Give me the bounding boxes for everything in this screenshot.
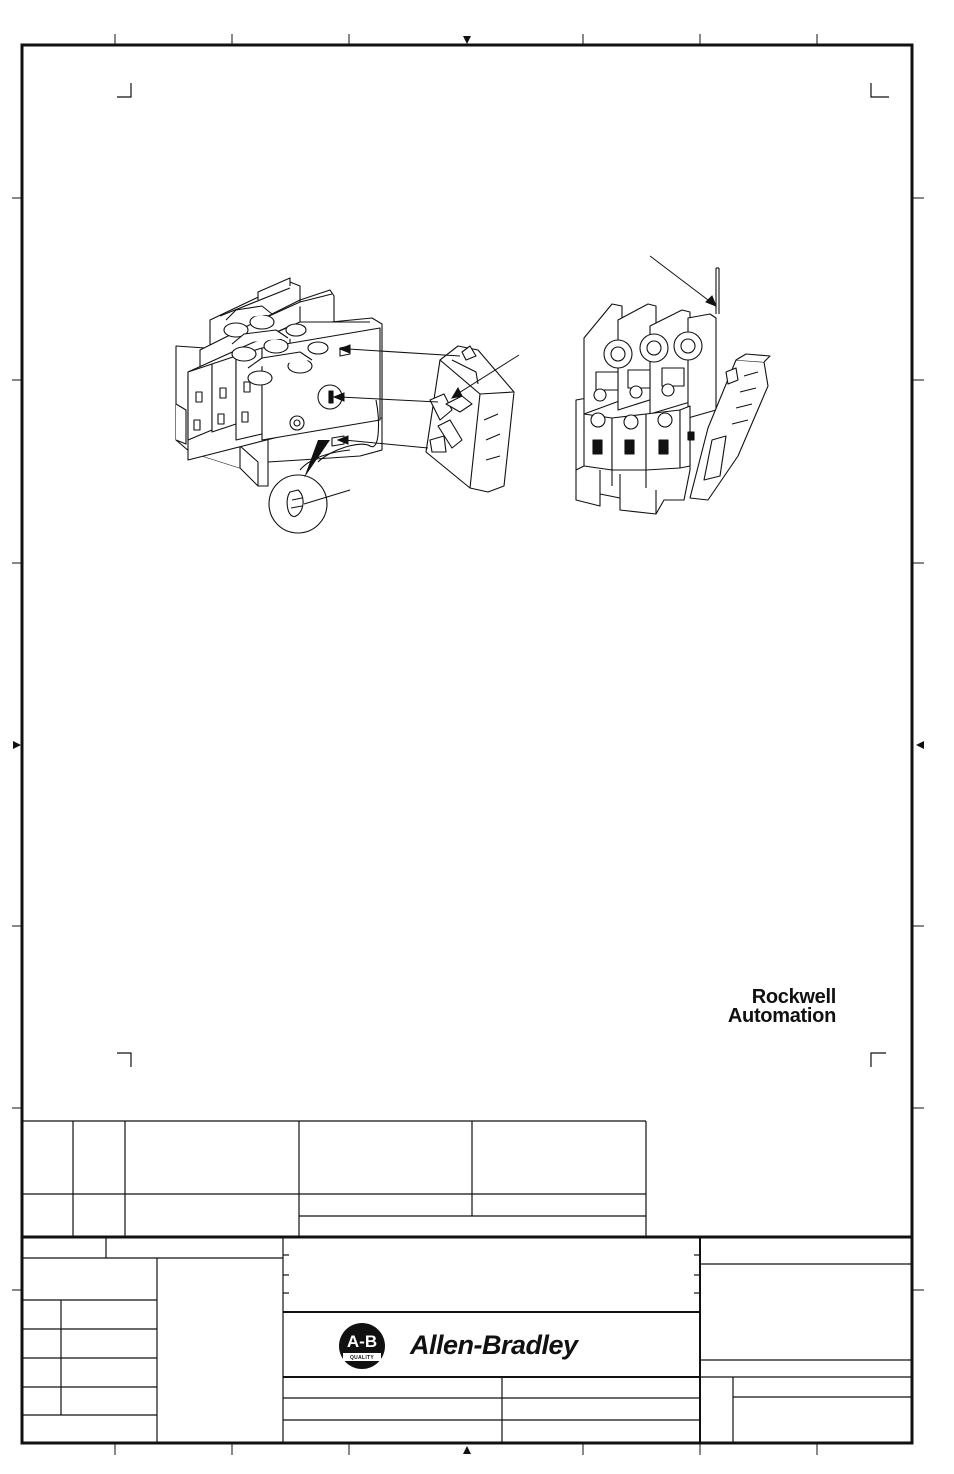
ab-badge-letters: A-B [346, 1332, 378, 1351]
centering-arrows [13, 36, 924, 1454]
right-contactor-drawing [576, 268, 770, 514]
rockwell-wordmark-line2: Automation [727, 1005, 836, 1027]
right-leader-line [650, 256, 716, 306]
allen-bradley-wordmark: Allen-Bradley [410, 1330, 578, 1360]
zone-ticks [12, 34, 924, 1455]
crop-marks [117, 83, 889, 1067]
ab-badge-subtext: QUALITY [349, 1355, 375, 1361]
sheet-border [22, 45, 912, 1443]
rockwell-wordmark-line1: Rockwell [751, 986, 836, 1008]
revision-block [22, 1121, 646, 1237]
allen-bradley-badge-icon [338, 1322, 386, 1370]
left-aux-block-drawing [426, 346, 514, 492]
left-contactor-drawing [176, 278, 382, 533]
rockwell-automation-logo [660, 988, 836, 1026]
